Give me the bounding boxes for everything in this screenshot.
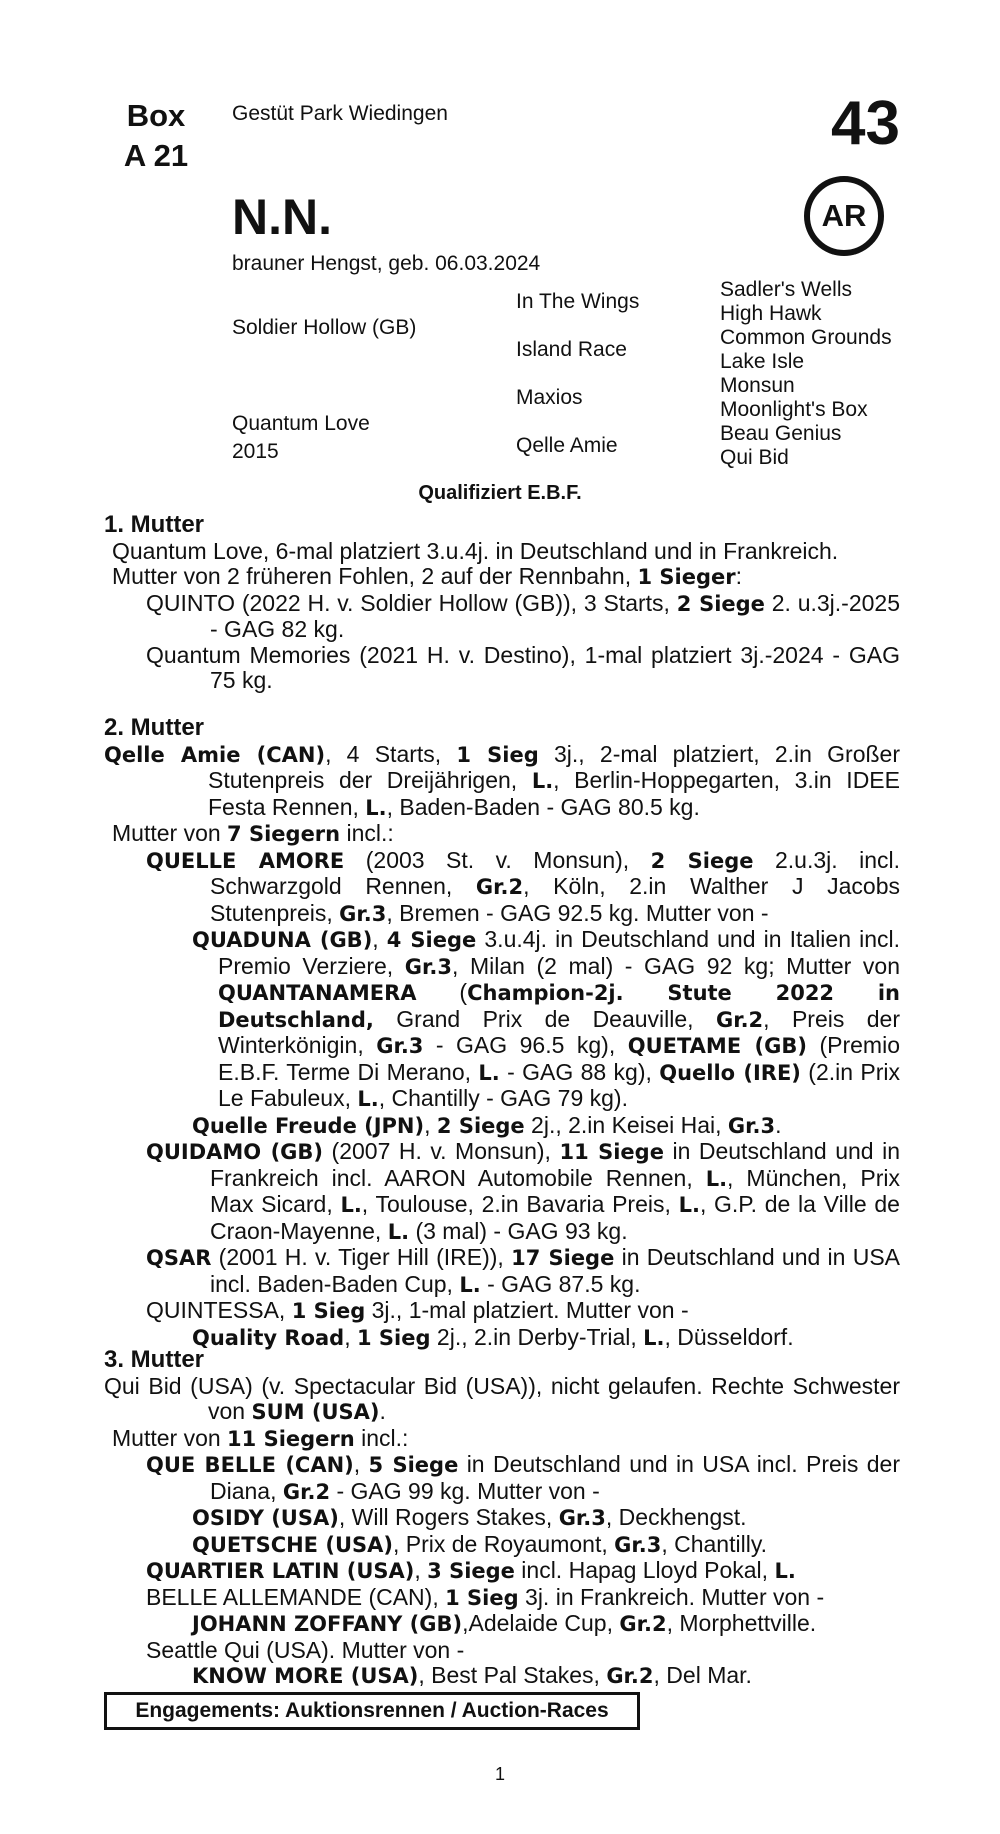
- pedigree-sire: Soldier Hollow (GB): [232, 316, 417, 339]
- produce-entry: QUARTIER LATIN (USA), 3 Siege incl. Hapag Lloyd Pokal, L.: [146, 1557, 796, 1583]
- ar-badge: AR: [804, 176, 884, 256]
- pedigree-dam: Quantum Love: [232, 412, 370, 435]
- produce-entry: QUINTESSA, 1 Sieg 3j., 1-mal platziert. Mutter von -: [146, 1297, 689, 1323]
- produce-entry: OSIDY (USA), Will Rogers Stakes, Gr.3, Deckhengst.: [192, 1504, 747, 1530]
- produce-entry: QUETSCHE (USA), Prix de Royaumont, Gr.3, Chantilly.: [192, 1530, 767, 1557]
- qualification: Qualifiziert E.B.F.: [418, 482, 582, 504]
- produce-entry: QSAR (2001 H. v. Tiger Hill (IRE)), 17 Siege in Deutschland und in USA incl. Baden-Baden Cup, L. - GAG 87.5 kg.: [146, 1244, 901, 1297]
- pedigree-grandparent: Maxios: [516, 386, 583, 409]
- dam-produce-summary: Mutter von 7 Siegern incl.:: [112, 820, 394, 846]
- engagements-box: Engagements: Auktionsrennen / Auction-Races: [104, 1692, 640, 1730]
- pedigree-dam-year: 2015: [232, 440, 279, 463]
- section-heading: 1. Mutter: [104, 511, 205, 538]
- pedigree-great-grandparent: High Hawk: [720, 302, 822, 325]
- section-first-dam: [104, 512, 900, 694]
- section-second-dam: [104, 715, 900, 1351]
- pedigree-great-grandparent: Qui Bid: [720, 446, 789, 469]
- pedigree-great-grandparent: Moonlight's Box: [720, 398, 868, 421]
- produce-entry: Seattle Qui (USA). Mutter von -: [146, 1636, 465, 1663]
- pedigree-grandparent: Qelle Amie: [516, 434, 618, 457]
- section-third-dam: [104, 1347, 900, 1690]
- produce-entry: BELLE ALLEMANDE (CAN), 1 Sieg 3j. in Frankreich. Mutter von -: [146, 1583, 825, 1610]
- produce-entry: Quantum Memories (2021 H. v. Destino), 1-mal platziert 3j.-2024 - GAG 75 kg.: [146, 641, 900, 693]
- pedigree-great-grandparent: Common Grounds: [720, 326, 892, 349]
- dam-intro: Quantum Love, 6-mal platziert 3.u.4j. in Deutschland und in Frankreich.: [112, 537, 839, 564]
- produce-entry: QUIDAMO (GB) (2007 H. v. Monsun), 11 Siege in Deutschland und in Frankreich incl. AARON Automobile Rennen, L., München, Prix Max Sicard, L., Toulouse, 2.in Bavaria Preis, L., G.P. de la Ville de Craon-Mayenne, L. (3 mal) - GAG 93 kg.: [146, 1138, 901, 1244]
- dam-intro: Qui Bid (USA) (v. Spectacular Bid (USA)), nicht gelaufen. Rechte Schwester von SUM (USA).: [104, 1372, 900, 1424]
- pedigree-grandparent: In The Wings: [516, 290, 640, 313]
- dam-intro: Qelle Amie (CAN), 4 Starts, 1 Sieg 3j., 2-mal platziert, 2.in Großer Stutenpreis der Dreijährigen, L., Berlin-Hoppegarten, 3.in IDEE Festa Rennen, L., Baden-Baden - GAG 80.5 kg.: [104, 740, 900, 820]
- produce-entry: JOHANN ZOFFANY (GB),Adelaide Cup, Gr.2, Morphettville.: [192, 1610, 817, 1636]
- pedigree-great-grandparent: Lake Isle: [720, 350, 805, 373]
- produce-entry: QUINTO (2022 H. v. Soldier Hollow (GB)), 3 Starts, 2 Siege 2. u.3j.-2025 - GAG 82 kg.: [146, 589, 901, 642]
- pedigree-great-grandparent: Monsun: [720, 374, 795, 397]
- horse-description: brauner Hengst, geb. 06.03.2024: [232, 252, 541, 275]
- page-number: 1: [494, 1764, 505, 1784]
- box-number: A 21: [123, 138, 189, 173]
- dam-produce-summary: Mutter von 2 früheren Fohlen, 2 auf der Rennbahn, 1 Sieger:: [112, 563, 743, 589]
- produce-entry: KNOW MORE (USA), Best Pal Stakes, Gr.2, Del Mar.: [192, 1662, 752, 1688]
- produce-entry: QUADUNA (GB), 4 Siege 3.u.4j. in Deutschland und in Italien incl. Premio Verziere, Gr.3, Milan (2 mal) - GAG 92 kg; Mutter von QUANTANAMERA (Champion-2j. Stute 2022 in Deutschland, Grand Prix de Deauville, Gr.2, Preis der Winterkönigin, Gr.3 - GAG 96.5 kg), QUETAME (GB) (Premio E.B.F. Terme Di Merano, L. - GAG 88 kg), Quello (IRE) (2.in Prix Le Fabuleux, L., Chantilly - GAG 79 kg).: [192, 926, 901, 1111]
- breeder: Gestüt Park Wiedingen: [232, 102, 448, 125]
- horse-name: N.N.: [232, 189, 332, 245]
- pedigree-grandparent: Island Race: [516, 338, 627, 361]
- section-heading: 3. Mutter: [104, 1346, 205, 1373]
- produce-entry: QUE BELLE (CAN), 5 Siege in Deutschland und in USA incl. Preis der Diana, Gr.2 - GAG 99 kg. Mutter von -: [146, 1451, 901, 1504]
- box-title: Box: [126, 98, 186, 133]
- lot-number: 43: [831, 89, 900, 158]
- produce-entry: Quality Road, 1 Sieg 2j., 2.in Derby-Trial, L., Düsseldorf.: [192, 1323, 794, 1350]
- pedigree-great-grandparent: Beau Genius: [720, 422, 842, 445]
- dam-produce-summary: Mutter von 11 Siegern incl.:: [112, 1424, 409, 1451]
- pedigree-great-grandparent: Sadler's Wells: [720, 278, 852, 301]
- produce-entry: Quelle Freude (JPN), 2 Siege 2j., 2.in Keisei Hai, Gr.3.: [192, 1111, 782, 1138]
- section-heading: 2. Mutter: [104, 714, 205, 741]
- produce-entry: QUELLE AMORE (2003 St. v. Monsun), 2 Siege 2.u.3j. incl. Schwarzgold Rennen, Gr.2, Köln, 2.in Walther J Jacobs Stutenpreis, Gr.3, Bremen - GAG 92.5 kg. Mutter von -: [146, 846, 901, 926]
- box-label: [104, 96, 208, 176]
